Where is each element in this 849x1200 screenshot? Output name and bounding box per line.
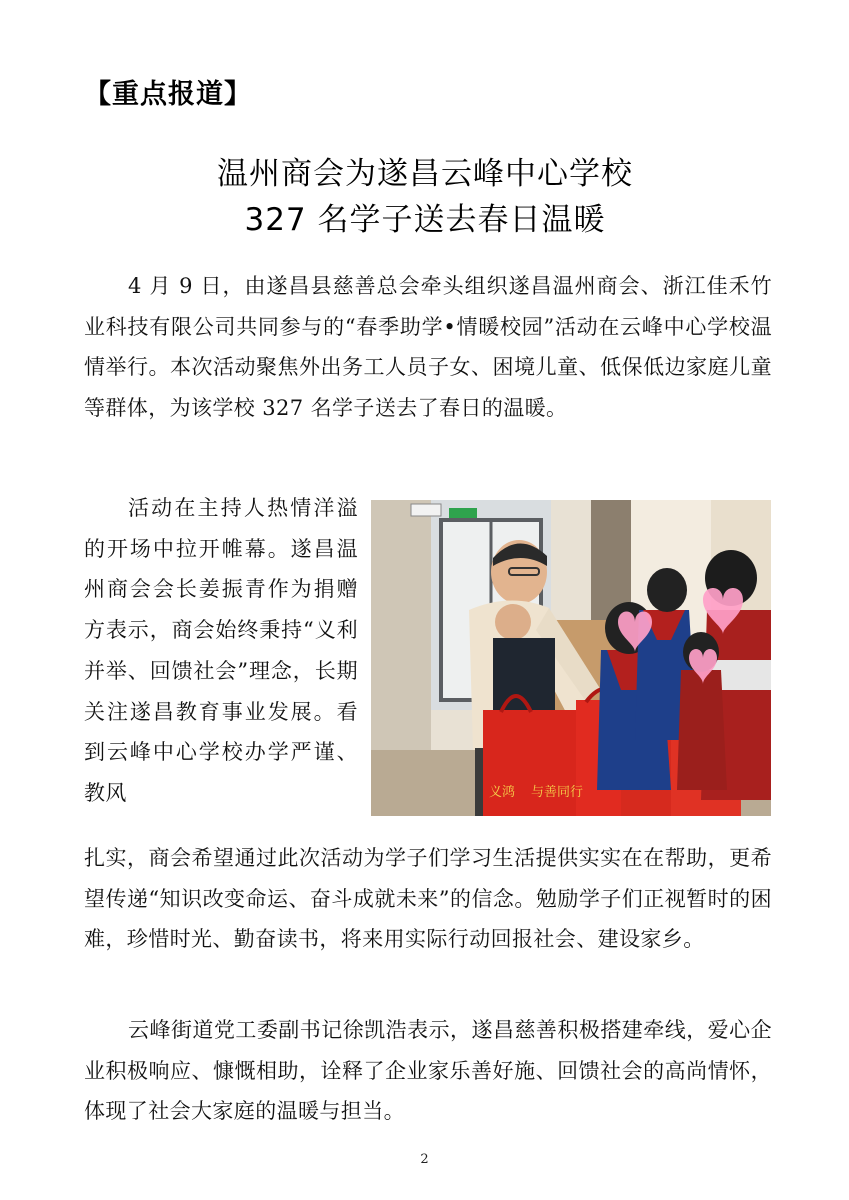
paragraph-1: 4 月 9 日，由遂昌县慈善总会牵头组织遂昌温州商会、浙江佳禾竹业科技有限公司共同参与的“春季助学•情暖校园”活动在云峰中心学校温情举行。本次活动聚焦外出务工人员子女、困境儿童、低保低边家庭儿童等群体，为该学校 327 名学子送去了春日的温暖。 bbox=[84, 274, 772, 421]
paragraph-2-part-1: 活动在主持人热情洋溢的开场中拉开帷幕。遂昌温州商会会长姜振青作为捐赠方表示，商会始终秉持“义利并举、回馈社会”理念，长期关注遂昌教育事业发展。看到云峰中心学校办学严谨、教风 bbox=[84, 496, 358, 805]
article-title-line-1: 温州商会为遂昌云峰中心学校 bbox=[217, 156, 633, 192]
article-title-line-2: 327 名学子送去春日温暖 bbox=[244, 202, 606, 238]
section-tag: 【重点报道】 bbox=[84, 79, 252, 110]
event-photo-illustration bbox=[371, 500, 771, 816]
bag-text-right: 与善同行 bbox=[531, 785, 584, 800]
paragraph-3: 云峰街道党工委副书记徐凯浩表示，遂昌慈善积极搭建牵线，爱心企业积极响应、慷慨相助，诠释了企业家乐善好施、回馈社会的高尚情怀，体现了社会大家庭的温暖与担当。 bbox=[84, 1018, 772, 1124]
bag-text-left: 义鸿 bbox=[489, 785, 516, 800]
event-photo bbox=[371, 500, 771, 816]
page-number: 2 bbox=[420, 1152, 429, 1167]
paragraph-2-part-2: 扎实，商会希望通过此次活动为学子们学习生活提供实实在在帮助，更希望传递“知识改变命运、奋斗成就未来”的信念。勉励学子们正视暂时的困难，珍惜时光、勤奋读书，将来用实际行动回报社会、建设家乡。 bbox=[84, 846, 772, 952]
